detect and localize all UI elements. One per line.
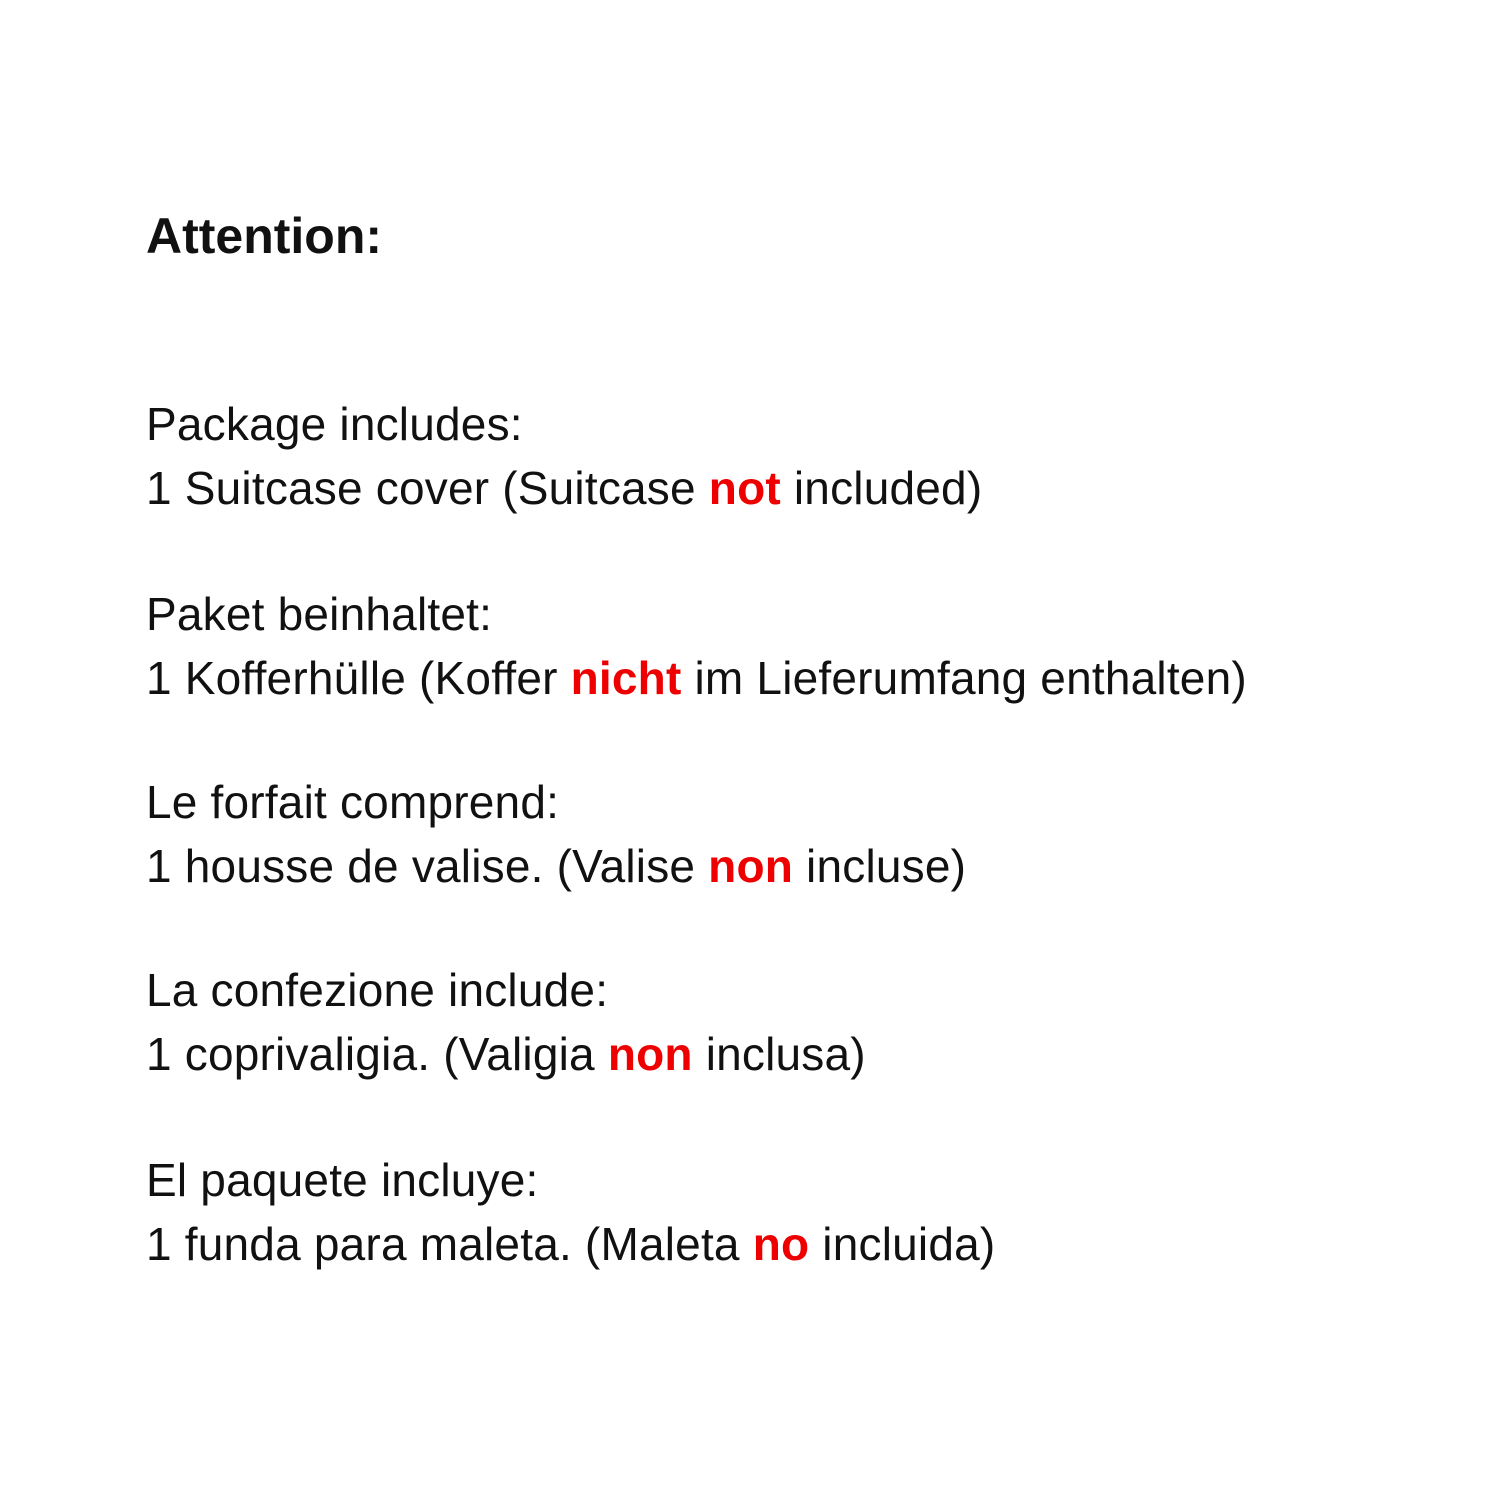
- contents-text: incluida): [809, 1218, 996, 1270]
- block-contents-line: [146, 1022, 866, 1086]
- contents-text: 1 funda para maleta. (Maleta: [146, 1218, 753, 1270]
- negation-word: nicht: [570, 652, 682, 704]
- block-contents-line: [146, 646, 1247, 710]
- block-heading: El paquete incluye:: [146, 1154, 539, 1206]
- notice-block-spanish: [146, 1148, 995, 1276]
- contents-text: 1 coprivaligia. (Valigia: [146, 1028, 608, 1080]
- notice-block-italian: [146, 958, 866, 1086]
- block-contents-line: [146, 834, 966, 898]
- negation-word: no: [752, 1218, 810, 1270]
- contents-text: 1 housse de valise. (Valise: [146, 840, 709, 892]
- negation-word: not: [708, 462, 781, 514]
- attention-title: Attention:: [146, 208, 383, 264]
- contents-text: incluse): [793, 840, 967, 892]
- block-heading: Package includes:: [146, 398, 523, 450]
- contents-text: 1 Kofferhülle (Koffer: [146, 652, 571, 704]
- block-heading: Paket beinhaltet:: [146, 588, 493, 640]
- block-heading: Le forfait comprend:: [146, 776, 560, 828]
- notice-block-german: [146, 582, 1247, 710]
- contents-text: im Lieferumfang enthalten): [681, 652, 1247, 704]
- notice-block-english: [146, 392, 982, 520]
- block-contents-line: [146, 1212, 995, 1276]
- block-contents-line: [146, 456, 982, 520]
- negation-word: non: [708, 840, 794, 892]
- negation-word: non: [607, 1028, 693, 1080]
- contents-text: 1 Suitcase cover (Suitcase: [146, 462, 709, 514]
- contents-text: inclusa): [692, 1028, 866, 1080]
- contents-text: included): [780, 462, 983, 514]
- notice-block-french: [146, 770, 966, 898]
- block-heading: La confezione include:: [146, 964, 609, 1016]
